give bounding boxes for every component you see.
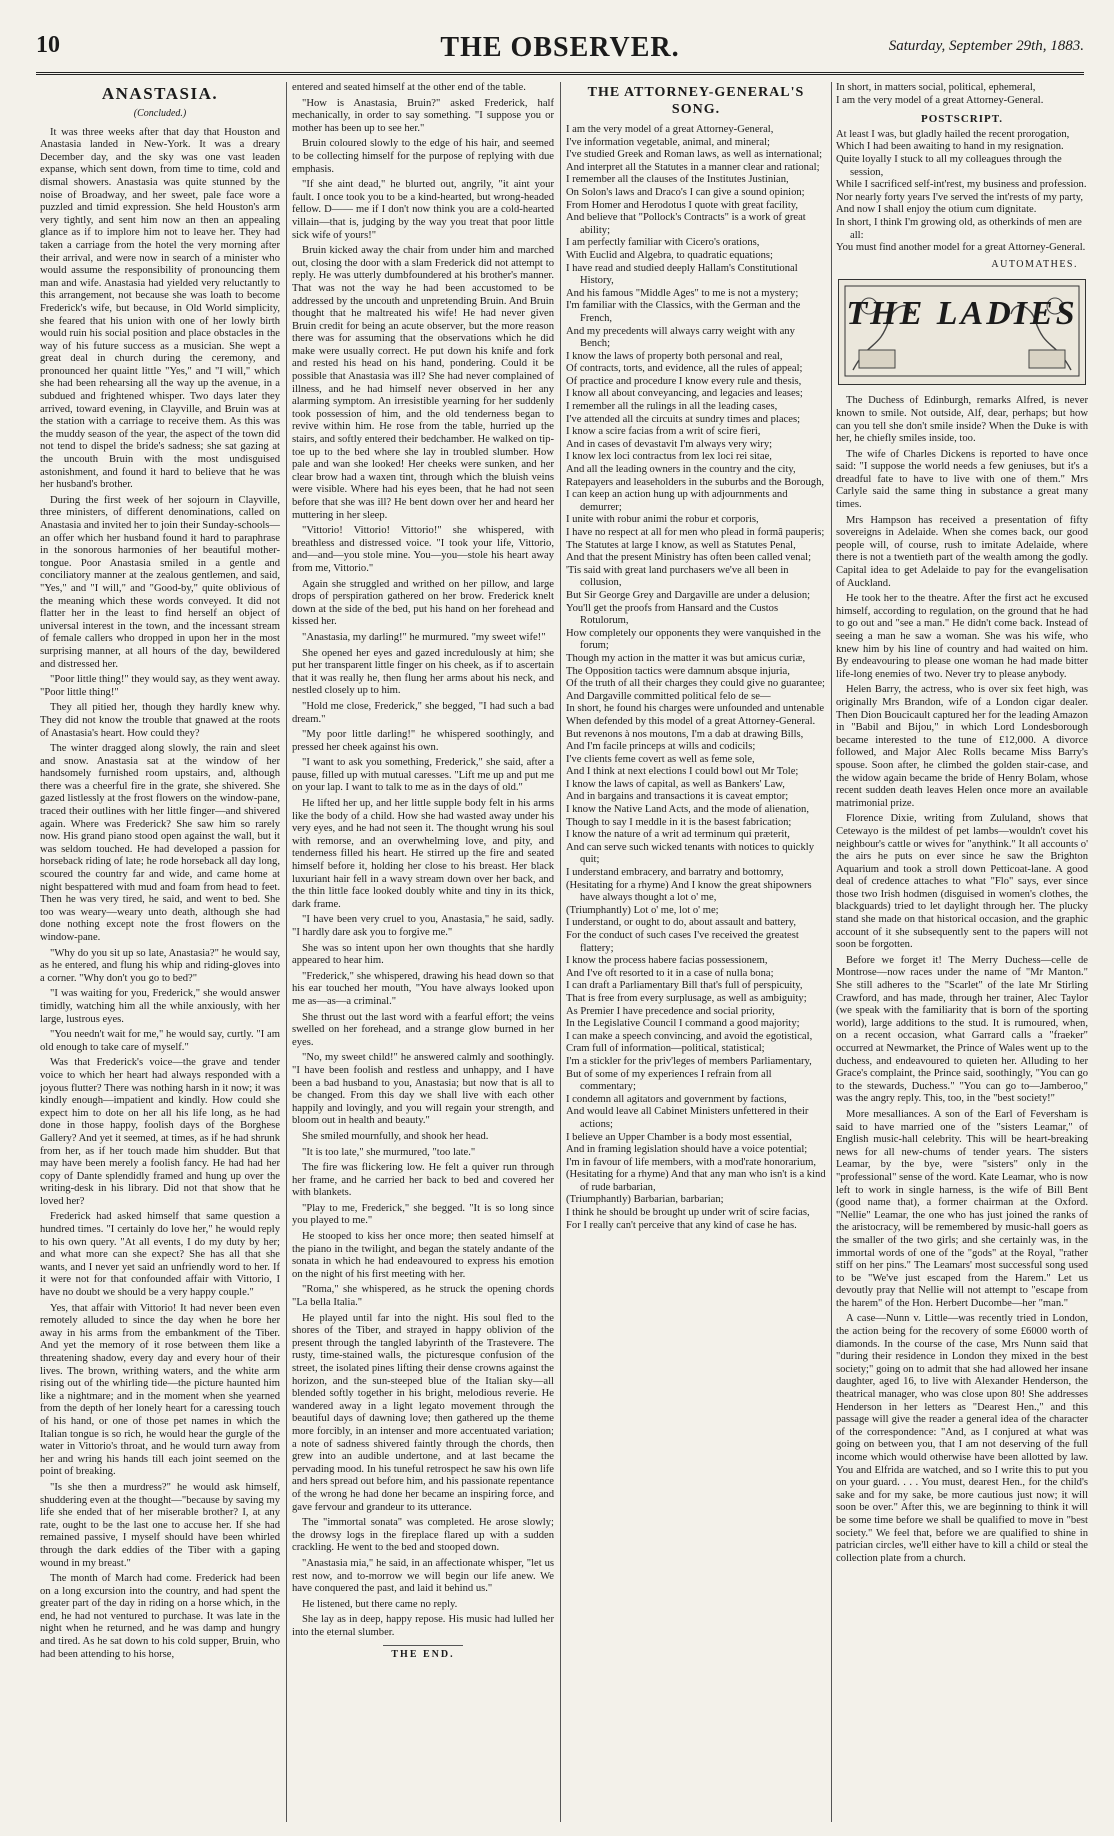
- verse-line: I am perfectly familiar with Cicero's orations,: [566, 237, 760, 249]
- column-4: [836, 82, 1088, 1822]
- paragraph: "No, my sweet child!" he answered calmly and soothingly. "I have been foolish and restless and unhappy, and I have been a bad husband to you, Anastasia; but now that is all to be changed. From this day we shall live with each other happily and lovingly, and you will regain your strength, and bloom out in health and beauty.": [292, 1052, 554, 1127]
- verse-line: In short, I think I'm growing old, as otherkinds of men are all:: [836, 216, 1082, 241]
- verse-line: And his famous "Middle Ages" to me is not a mystery;: [566, 287, 799, 299]
- paragraph: "Poor little thing!" they would say, as they went away. "Poor little thing!": [40, 674, 280, 698]
- paragraph: He listened, but there came no reply.: [302, 1598, 458, 1610]
- verse-line: I know lex loci contractus from lex loci rei sitae,: [566, 451, 772, 463]
- verse-line: I know all about conveyancing, and legacies and leases;: [566, 388, 803, 400]
- paragraph: "I have been very cruel to you, Anastasia," he said, sadly. "I hardly dare ask you to forgive me.": [292, 914, 554, 938]
- paragraph: "Anastasia, my darling!" he murmured. "my sweet wife!": [302, 631, 546, 643]
- paragraph: Was that Frederick's voice—the grave and tender voice to which her heart had always responded with a joyous flutter? There was nothing harsh in it now; it was kindly enough—impatient and kindly. How could she expect him to dote on her all his life long, as he had done in those happy, foolish days of the Borghese Gallery? And yet it seemed, at times, as if he had shrunk from her, as if her touch made him shudder. But that may have been merely a foolish fancy. He had had her copy of Dante splendidly framed and hung up over the writing-desk in his library. Did not that show that he loved her?: [40, 1057, 280, 1207]
- paragraph: He lifted her up, and her little supple body felt in his arms like the body of a child. How she had wasted away under his very eyes, and he had not seen it. The thought wrung his soul with remorse, and an overwhelming love, and pity, and tenderness filled his heart. He stirred up the fire and seated himself before it, holding her close to his breast. Her black luxuriant hair fell in a wavy stream down over her back, and the thin little face looked doubly white and tiny in its thick, dark frame.: [292, 798, 554, 910]
- verse-line: I understand, or ought to do, about assault and battery,: [566, 917, 796, 929]
- page-number: 10: [36, 32, 60, 58]
- verse-line: In the Legislative Council I command a good majority;: [566, 1018, 800, 1030]
- verse-line: For I really can't perceive that any kind of case he has.: [566, 1219, 797, 1231]
- paragraph: Bruin coloured slowly to the edge of his hair, and seemed to be collecting himself for the purpose of replying with due emphasis.: [292, 138, 554, 175]
- verse-line: (Triumphantly) Barbarian, barbarian;: [566, 1194, 724, 1206]
- verse-line: (Triumphantly) Lot o' me, lot o' me;: [566, 904, 719, 916]
- verse-line: At least I was, but gladly hailed the recent prorogation,: [836, 128, 1070, 140]
- paragraph: "Anastasia mia," he said, in an affectionate whisper, "let us rest now, and to-morrow we will begin our life anew. We have conquered the past, and laid it behind us.": [292, 1557, 554, 1595]
- column-2: [292, 82, 554, 1822]
- paragraph: He played until far into the night. His soul fled to the shores of the Tiber, and strayed in happy oblivion of the present through the tangled labyrinth of the Trastevere. The rusty, time-stained walls, the picturesque confusion of the street, the isolated pines lifting their dense crowns against the horizon, and the sun-steeped blue of the Italian sky—all blended softly together in his bright, melodious reverie. He wandered away in a light legato movement through the beautiful days of dawning love; then gathered up the theme more forcibly, in an intenser and more accentuated variation; a note of sadness shivered faintly through the chords, then grew into an audible undertone, and at last became the pervading mood. In his tuneful retrospect he saw his own life and hers spread out before him, and his passionate repentance of the wrong he had done her became an inspiring force, and gave fervour and grandeur to its utterance.: [292, 1312, 554, 1513]
- paragraph: Bruin kicked away the chair from under him and marched out, closing the door with a slam Frederick did not attempt to reply. He was utterly dumbfoundered at his brother's manner. That was not the way he had been accustomed to be addressed by the uncouth and unpretending Bruin. And Bruin thought that he maltreated his wife! He had never given Bruin credit for being an acute observer, but the more reason there was for assuming that the observations which he did make were usually correct. He put down his knife and fork and rested his head on his hand, pondering. Could it be possible that Anastasia was ill? She had never complained of illness, and he had himself never observed in her any alarming symptom. An irresistible yearning for her suddenly took possession of him, and the old tenderness began to revive within him. He rose from the table, hurried up the stairs, and softly entered their bedchamber. He walked on tip-toe up to the bed where she lay in troubled slumber. How pale and wan she looked! Her cheeks were sunken, and her clear brow had a waxen tint, through which the bluish veins were visible. Where had his eyes been, that he had not seen before that she was ill? He bent down over her and heard her muttering in her sleep.: [292, 245, 554, 521]
- verse-line: I know a scire facias from a writ of scire fieri,: [566, 426, 761, 438]
- paragraph: The wife of Charles Dickens is reported to have once said: "I suppose the world needs a few geniuses, but it's a dreadful fate to have to live with one of them." Mrs Carlyle said the same thing in substance a great many times.: [836, 448, 1088, 511]
- verse-line: (Hesitating for a rhyme) And that any man who isn't is a kind of rude barbarian,: [566, 1169, 826, 1193]
- postscript-title: POSTSCRIPT.: [920, 113, 1003, 126]
- verse-line: Of practice and procedure I know every rule and thesis,: [566, 375, 802, 387]
- verse-line: Of the truth of all their charges they could give no guarantee;: [566, 678, 825, 690]
- verse-line: But revenons à nos moutons, I'm a dab at drawing Bills,: [566, 728, 804, 740]
- paragraph: A case—Nunn v. Little—was recently tried in London, the action being for the recovery of some £6000 worth of diamonds. In the course of the case, Mrs Nunn said that "during their residence in London they mixed in the best society;" going on to admit that she had allowed her insane daughter, aged 16, to live with Alexander Henderson, the theatrical manager, who was close upon 80! She addresses Henderson in her letters as "Dearest Hen.," and this passage will give the reader a general idea of the character of the correspondence: "And, as I conjured at what was going on between you, that I am not deserving of the full income which would otherwise have been allotted by law. You and Elfrida are watched, and so I write this to put you on your guard. . . . You must, dearest Hen., for the child's sake and for my sake, be more cautious just now; it will soon be over." After this, we are beginning to think it will be some time before we shall be qualified to move in "best society." We feel that, before we are qualified to shine in patrician circles, we'll either have to kill a child or steal the collection plate from a church.: [836, 1313, 1088, 1564]
- verse-line: I condemn all agitators and government by factions,: [566, 1093, 787, 1105]
- paragraph: "Roma," she whispered, as he struck the opening chords "La bella Italia.": [292, 1284, 554, 1309]
- verse-line: You must find another model for a great Attorney-General.: [836, 242, 1086, 254]
- verse-line: But of some of my experiences I refrain from all commentary;: [566, 1068, 772, 1093]
- paragraph: "Vittorio! Vittorio! Vittorio!" she whispered, with breathless and distressed voice. "I took your life, Vittorio, and—and—you stole mine. You—you—stole his heart away from me, Vittorio.": [292, 525, 554, 574]
- issue-date: Saturday, September 29th, 1883.: [888, 38, 1084, 54]
- verse-line: Of contracts, torts, and evidence, all the rules of appeal;: [566, 363, 803, 375]
- paragraph: "Is she then a murdress?" he would ask himself, shuddering even at the thought—"because by saving my life she ended that of her miserable brother? I, at any rate, ought to be the last one to accuse her. If she had remained passive, I myself should have been whirled through the dark eddies of the Tiber with a gaping wound in my breast.": [40, 1481, 280, 1569]
- verse-line: I know the Native Land Acts, and the mode of alienation,: [566, 804, 809, 816]
- verse-line: Though my action in the matter it was but amicus curiæ,: [566, 652, 806, 664]
- verse-line: (Hesitating for a rhyme) And I know the great shipowners have always thought a lot o' me,: [566, 879, 812, 904]
- verse-line: But Sir George Grey and Dargaville are under a delusion;: [566, 589, 811, 601]
- masthead: [36, 32, 1084, 75]
- verse-line: And in framing legislation should have a voice potential;: [566, 1144, 808, 1156]
- verse-line: I remember all the clauses of the Institutes Justinian,: [566, 174, 789, 186]
- ladies-banner-title: THE LADIES: [846, 295, 1078, 333]
- paragraph: The Duchess of Edinburgh, remarks Alfred, is never known to smile. Not outside, Alf, dear, perhaps; but how can you tell she don't smile inside? When the Duke is with her, he chiefly smiles inside, too.: [836, 395, 1088, 445]
- paragraph: Frederick had asked himself that same question a hundred times. "I certainly do love her," he would reply to his own query. "At all events, I do my duty by her; and what more can she expect? She has all that she wants, and I never yet said an unfriendly word to her. If it were not for that confounded affair with Vittorio, I have no doubt we should be a very happy couple.": [40, 1211, 280, 1299]
- verse-line: And now I shall enjoy the otium cum dignitate.: [836, 204, 1037, 216]
- paragraph: Helen Barry, the actress, who is over six feet high, was originally Mrs Brandon, wife of a London cigar dealer. Then Dion Boucicault captured her for the leading Amazon in "Babil and Bijou," in which Lord Londesborough became interested to the tune of £12,000. A divorce followed, and Major Alec Rolls became Miss Barry's spouse. Soon after, he climbed the golden stair-case, and the widow again became the bride of Henry Bolam, whose recent sudden death leaves Helen once more an available matrimonial prize.: [836, 684, 1088, 809]
- paragraph: The winter dragged along slowly, the rain and sleet and snow. Anastasia sat at the window of her handsomely furnished room upstairs, and, although there was a cheerful fire in the grate, she shivered. She gazed listlessly at the frost flowers on the window-pane, traced their outlines with her little finger—and shivered again. Where was Frederick? She saw him so rarely now. His grand piano stood open against the wall, but it was seldom touched. He had developed a passion for horseback riding of late; he rode horseback all day long, scoured the country far and wide, and came home at night bespattered with mud and foam from head to feet. Then he was very tired, he said, and went to bed. She too was weary—weary unto death, although she had done nothing except note the frost flowers on the window-pane.: [40, 743, 280, 943]
- paragraph: During the first week of her sojourn in Clayville, three ministers, of different denominations, called on Anastasia and invited her to join their Sunday-schools—an offer which her husband found it hard to paraphrase in the sonorous harmonies of her beautiful mother-tongue. Poor Anastasia smiled in a gentle and conciliatory manner at the zealous gentlemen, and said, "Yes," and "I will," and "Good-by," quite oblivious of the meaning which these words conveyed. It did not flatter her in the least to find herself an object of universal interest in the town, and the incessant stream of female callers who dropped in upon her in the most surprising manner, at all hours of the day, bewildered and distressed her.: [40, 494, 280, 670]
- verse-line: From Homer and Herodotus I quote with great facility,: [566, 199, 799, 211]
- verse-line: As Premier I have precedence and social priority,: [566, 1005, 775, 1017]
- verse-line: I have read and studied deeply Hallam's Constitutional History,: [566, 262, 798, 287]
- verse-line: Cram full of information—political, statistical;: [566, 1043, 765, 1055]
- verse-line: And that the present Ministry has often been called venal;: [566, 552, 812, 564]
- verse-line: In short, he found his charges were unfounded and untenable: [566, 703, 825, 715]
- paragraph: Before we forget it! The Merry Duchess—celle de Montrose—now races under the name of "Mr Manton." She still adheres to the "Scarlet" of the late Mr Stirling Crawford, and has made, through her trainer, Alec Taylor (we speak with the familiarity that is born of the sporting world), large additions to the stud. It is rumoured, when, on a recent occasion, what Garrard calls a "fraeker" occurred at Newmarket, the Prince of Wales went up to the duchess, and endeavoured to quieten her. Alluding to her Grace's complaint, the Prince said, soothingly, "You can go to the stewards, Duchess." "You can go to—Jamberoo," was the angry reply. This, too, in the "best society!": [836, 954, 1088, 1105]
- verse-line: The Opposition tactics were damnum absque injuria,: [566, 665, 790, 677]
- verse-line: While I sacrificed self-int'rest, my business and profession.: [836, 179, 1087, 191]
- article-subtitle: (Concluded.): [133, 108, 187, 119]
- paragraph: Mrs Hampson has received a presentation of fifty sovereigns in Adelaide. When she comes back, our good people will, of course, rush to imitate Adelaide, where there is not a twentieth part of the wealth among the godly. Capital idea to get Adelaide to pay for the evangelisation of Auckland.: [836, 514, 1088, 589]
- paragraph: Yes, that affair with Vittorio! It had never been even remotely alluded to since the day when he bore her away in his arms from the embankment of the Tiber. And yet the memory of it rose between them like a threatening shadow, every day and every hour of their lives. The brown, writhing waters, and the white arm rising out of the whirling tide—the picture haunted him like a nightmare; and in the moment when she yearned from the depth of her lonely heart for a caressing touch of his hand, or one of those pet names in which the Italian tongue is so rich, he would hear the gurgle of the water in Vittorio's throat, and he would turn away from her and wring his hands till each joint seemed on the point of breaking.: [40, 1302, 280, 1478]
- paragraph: entered and seated himself at the other end of the table.: [292, 82, 526, 93]
- column-rule: [286, 82, 287, 1822]
- verse-line: And interpret all the Statutes in a manner clear and rational;: [566, 161, 820, 173]
- verse-line: You'll get the proofs from Hansard and the Custos Rotulorum,: [566, 602, 779, 627]
- paragraph: "If she aint dead," he blurted out, angrily, "it aint your fault. I once took you to be a kind-hearted, but wrong-headed fellow. D—— me if I don't now think you are a cold-hearted villain—that is, judging by the way you treat that poor little sick wife of yours!": [292, 179, 554, 241]
- verse-line: I know the laws of property both personal and real,: [566, 350, 783, 362]
- song-verse-continued: [836, 82, 1088, 107]
- paragraph: "Hold me close, Frederick," she begged, "I had such a bad dream.": [292, 700, 554, 725]
- verse-line: I've attended all the circuits at sundry times and places;: [566, 413, 801, 425]
- song-title: THE ATTORNEY-GENERAL'S SONG.: [587, 85, 805, 117]
- verse-line: And would leave all Cabinet Ministers unfettered in their actions;: [566, 1106, 809, 1130]
- paragraph: "Play to me, Frederick," she begged. "It is so long since you played to me.": [292, 1202, 554, 1227]
- paragraph: More mesalliances. A son of the Earl of Feversham is said to have married one of the "sisters Leamar," of English music-hall celebrity. This will be heart-breaking news for all new-chums of tender years. The sisters Leamar, by the bye, were "sisters" only in the "professional" sense of the word. Kate Leamar, who is now left to work in single harness, is the wife of Bill Bent (good name that), a former chairman at the Oxford. "Nellie" Leamar, the one who has just joined the ranks of the aristocracy, will be remembered by music-hall goers as the smaller of the two girls; and she certainly was, in the immortal words of one of the "gods" at the Royal, "rather stiff on her pins." The Leamars' most successful song used to be "We've just escaped from the Harem." Let us devoutly pray that Nellie will not attempt to "escape from the harem" of the Hon. Herbert Ducombe—her "man.": [836, 1108, 1088, 1309]
- verse-line: I can keep an action hung up with adjournments and demurrer;: [566, 489, 788, 513]
- column-rule: [831, 82, 832, 1822]
- verse-line: I've information vegetable, animal, and mineral;: [566, 136, 770, 148]
- verse-line: Nor nearly forty years I've served the int'rests of my party,: [836, 191, 1083, 203]
- verse-line: I'm a stickler for the priv'leges of members Parliamentary,: [566, 1055, 812, 1067]
- paragraph: It was three weeks after that day that Houston and Anastasia landed in New-York. It was a dreary December day, and the sky was one vast leaden expanse, which sent down, from time to time, cold and dismal showers. Anastasia was quite stunned by the noise of Broadway, and her sweet, pale face wore a puzzled and timid expression. She held Houston's arm very tightly, and sent him now an then an appealing glance as if to implore him not to leave her. They had taken a carriage from the hotel the very morning after their arrival, and were now in search of a minister who would assume the responsibility of pronouncing them man and wife. Anastasia had yielded very reluctantly to this arrangement, not because she was loath to become Frederick's wife, but because, in Old World simplicity, she feared that his union with one of her lowly birth would ruin his social position and place obstacles in the way of his future success as a musician. She wept a great deal in church during the ceremony, and pronounced her quaint little "Yes," and "I will," which she had been rehearsing all the way up the avenue, in a subdued and frightened whisper. Two days later they arrived, toward evening, in Clayville, and Bruin was at the station with a carriage to receive them. As this was the muddy season of the year, the aspect of the town did not tend to dispel the bride's sadness; she sat gazing at the uncouth Bruin with the most undisguised astonishment, and found it hard to believe that he was her husband's brother.: [40, 126, 280, 491]
- verse-line: And Dargaville committed political felo de se—: [566, 690, 771, 702]
- paragraph: The "immortal sonata" was completed. He arose slowly; the drowsy logs in the fireplace flared up with a sudden crackling. He went to the bed and stooped down.: [292, 1517, 554, 1554]
- paragraph: She opened her eyes and gazed incredulously at him; she put her transparent little finger on his cheek, as if to ascertain that it was really he, then flung her arms about his neck, and nestled closely up to him.: [292, 647, 554, 697]
- verse-line: How completely our opponents they were vanquished in the forum;: [566, 627, 821, 652]
- paragraph: "I was waiting for you, Frederick," she would answer timidly, watching him all the while anxiously, with her large, lustrous eyes.: [40, 988, 280, 1025]
- verse-line: And I think at next elections I could bowl out Mr Tole;: [566, 766, 799, 778]
- verse-line: And can serve such wicked tenants with notices to quickly quit;: [566, 841, 815, 866]
- verse-line: And in bargains and transactions it is caveat emptor;: [566, 791, 789, 803]
- paragraph: "How is Anastasia, Bruin?" asked Frederick, half mechanically, in order to say something. "I suppose you or mother has been up to see her.": [292, 97, 554, 134]
- verse-line: I have no respect at all for men who plead in formâ pauperis;: [566, 527, 825, 538]
- verse-line: I think he should be brought up under writ of scire facias,: [566, 1207, 810, 1219]
- verse-line: And I've oft resorted to it in a case of nulla bona;: [566, 967, 774, 979]
- verse-line: And all the leading owners in the country and the city,: [566, 464, 796, 476]
- column-1: [40, 82, 280, 1822]
- paragraph: The fire was flickering low. He felt a quiver run through her frame, and he carried her back to bed and covered her with blankets.: [292, 1162, 554, 1199]
- paragraph: "I want to ask you something, Frederick," she said, after a pause, filled up with mutual caresses. "Lift me up and put me on your lap. I want to talk to me as in the days of old.": [292, 757, 554, 794]
- verse-line: The Statutes at large I know, as well as Statutes Penal,: [566, 539, 796, 551]
- paragraph: The month of March had come. Frederick had been on a long excursion into the country, and had spent the greater part of the day in riding on a horse which, in the end, he had not ventured to purchase. It was late in the night when he returned, and he was damp and hungry and tired. As he sat down to his cold supper, Bruin, who had been attending to his horse,: [40, 1573, 280, 1660]
- paragraph: She smiled mournfully, and shook her head.: [302, 1130, 489, 1142]
- verse-line: I understand embracery, and barratry and bottomry,: [566, 867, 784, 879]
- article-title-anastasia: ANASTASIA.: [101, 84, 219, 103]
- verse-line: I've clients feme covert as well as feme sole,: [566, 753, 755, 765]
- paragraph: She thrust out the last word with a fearful effort; the veins swelled on her forehead, and a strange glow burned in her eyes.: [292, 1011, 554, 1048]
- verse-line: And believe that "Pollock's Contracts" is a work of great ability;: [566, 212, 806, 236]
- paragraph: Again she struggled and writhed on her pillow, and large drops of perspiration gathered on her brow. Frederick knelt down at the side of the bed, put his hand on her forehead and kissed her.: [292, 578, 554, 628]
- verse-line: That is free from every surplusage, as well as ambiguity;: [566, 992, 807, 1004]
- verse-line: I can draft a Parliamentary Bill that's full of perspicuity,: [566, 980, 803, 992]
- verse-line: For the conduct of such cases I've received the greatest flattery;: [566, 930, 799, 954]
- song-verse: [566, 124, 826, 1232]
- verse-line: And in cases of devastavit I'm always very wiry;: [566, 438, 773, 450]
- verse-line: I'm familiar with the Classics, with the German and the French,: [566, 300, 801, 324]
- paragraph: "My poor little darling!" he whispered soothingly, and pressed her cheek against his own.: [292, 729, 554, 753]
- verse-line: When defended by this model of a great Attorney-General.: [566, 715, 816, 727]
- paragraph: They all pitied her, though they hardly knew why. They did not know the trouble that gnawed at the roots of Anastasia's heart. How could they?: [40, 702, 280, 739]
- column-rule: [560, 82, 561, 1822]
- the-end-label: THE END.: [383, 1645, 463, 1662]
- paragraph: "You needn't wait for me," he would say, curtly. "I am old enough to take care of myself.": [40, 1029, 280, 1053]
- verse-line: I am the very model of a great Attorney-General.: [836, 94, 1044, 106]
- verse-line: In short, in matters social, political, ephemeral,: [836, 82, 1036, 93]
- verse-line: I unite with robur animi the robur et corporis,: [566, 514, 759, 526]
- signoff: AUTOMATHES.: [991, 258, 1078, 270]
- verse-line: On Solon's laws and Draco's I can give a sound opinion;: [566, 186, 805, 198]
- paragraph: He stooped to kiss her once more; then seated himself at the piano in the twilight, and began the stately andante of the sonata in which he had endeavoured to express his emotion on the night of his first meeting with her.: [292, 1231, 554, 1280]
- verse-line: I know the laws of capital, as well as Bankers' Law,: [566, 778, 785, 790]
- verse-line: I believe an Upper Chamber is a body most essential,: [566, 1131, 792, 1143]
- ladies-banner: [838, 279, 1086, 385]
- verse-line: Ratepayers and leaseholders in the suburbs and the Borough,: [566, 476, 825, 488]
- verse-line: With Euclid and Algebra, to quadratic equations;: [566, 249, 773, 261]
- verse-line: Which I had been awaiting to hand in my resignation.: [836, 141, 1064, 153]
- verse-line: I know the nature of a writ ad terminum qui præterit,: [566, 829, 790, 841]
- verse-line: I'm in favour of life members, with a mod'rate honorarium,: [566, 1156, 817, 1168]
- newspaper-title: THE OBSERVER.: [440, 32, 680, 63]
- paragraph: "It is too late," she murmured, "too late.": [302, 1146, 476, 1158]
- verse-line: And my precedents will always carry weight with any Bench;: [566, 325, 795, 350]
- paragraph: "Why do you sit up so late, Anastasia?" he would say, as he entered, and flung his whip and riding-gloves into a corner. "Why don't you go to bed?": [40, 947, 280, 984]
- paragraph: He took her to the theatre. After the first act he excused himself, according to regulation, on the ground that he had to go out and "see a man." He didn't come back. Instead of seeing a man he saw a woman. She was his wife, who knew him by his line of country and had waited on him. By endeavouring to please one woman he had made bitter life-long enemies of two. Never try to please anybody.: [836, 593, 1088, 680]
- postscript-verse: [836, 129, 1088, 255]
- verse-line: I remember all the rulings in all the leading cases,: [566, 401, 778, 413]
- verse-line: Quite loyally I stuck to all my colleagues through the session,: [836, 153, 1062, 178]
- verse-line: And I'm facile princeps at wills and codicils;: [566, 741, 756, 753]
- paragraph: "Frederick," she whispered, drawing his head down so that his ear touched her mouth, "You have always looked upon me as—as—a criminal.": [292, 970, 554, 1007]
- paragraph: She lay as in deep, happy repose. His music had lulled her into the eternal slumber.: [292, 1614, 554, 1638]
- paragraph: She was so intent upon her own thoughts that she hardly appeared to hear him.: [292, 942, 554, 967]
- verse-line: I am the very model of a great Attorney-General,: [566, 124, 774, 135]
- verse-line: I know the process habere facias possessionem,: [566, 955, 768, 967]
- verse-line: I can make a speech convincing, and avoid the egotistical,: [566, 1030, 813, 1042]
- verse-line: I've studied Greek and Roman laws, as well as international;: [566, 149, 823, 161]
- verse-line: Though to say I meddle in it is the basest fabrication;: [566, 816, 792, 828]
- verse-line: 'Tis said with great land purchasers we've all been in collusion,: [566, 564, 789, 589]
- column-3: [566, 82, 826, 1822]
- paragraph: Florence Dixie, writing from Zululand, shows that Cetewayo is the mildest of pet lambs—wouldn't covet his neighbour's cattle or wives for "anythink." It all accounts o' the airs he puts on ever since he saw the Brighton Aquarium and took a stroll down Petticoat-lane. A good deal of credence attaches to what "Flo" says, ever since those two Irish hodmen (disguised in women's clothes, the blackguards) tried to let daylight through her. The plucky stand she made on that historical occasion, and the graphic account of it she subsequently sent to the papers will not soon be forgotten.: [836, 813, 1088, 951]
